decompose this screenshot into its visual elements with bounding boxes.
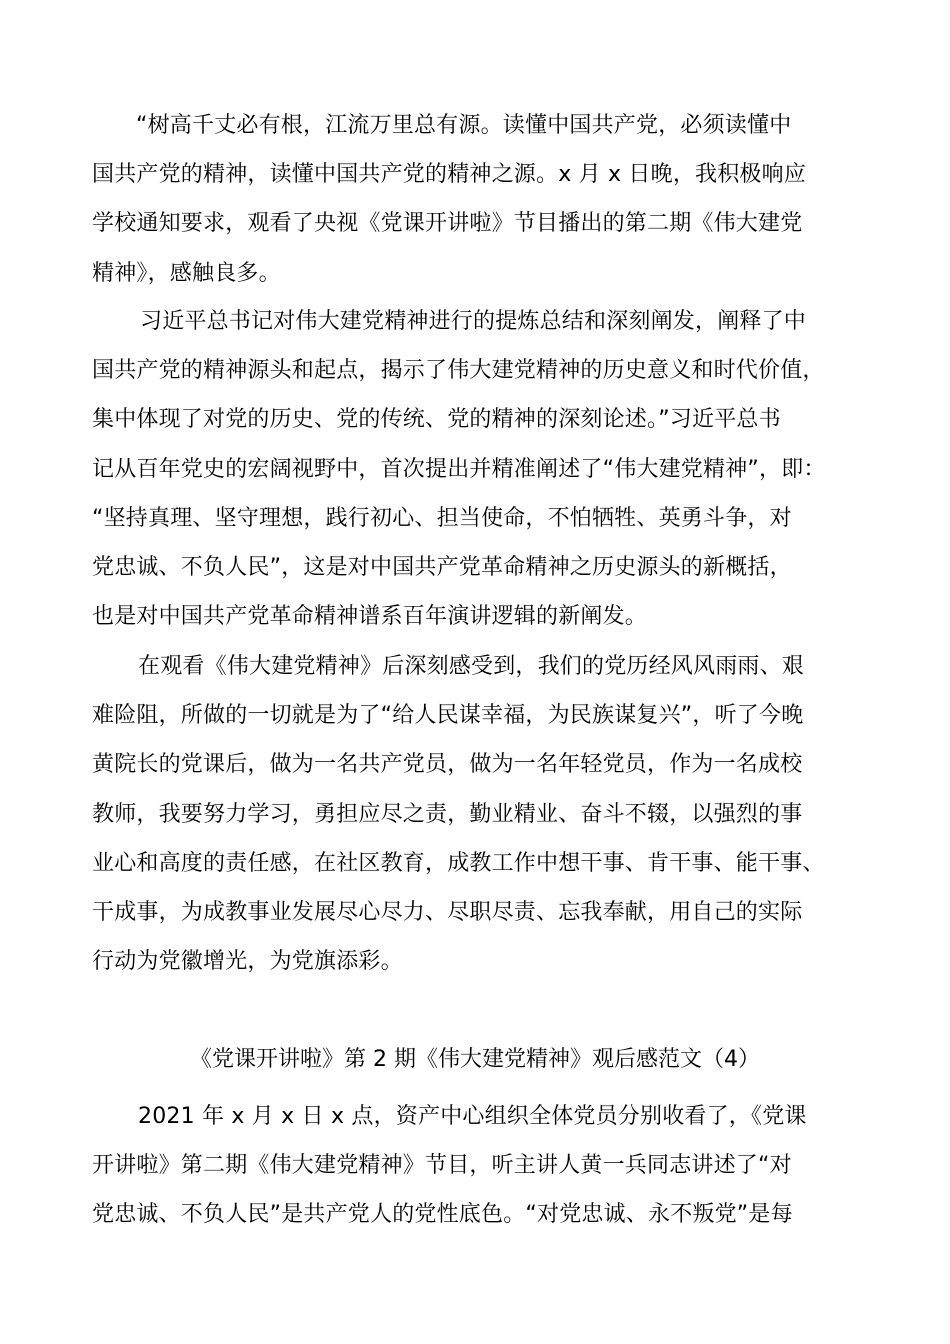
paragraph-line: 习近平总书记对伟大建党精神进行的提炼总结和深刻阐发，阐释了中: [140, 309, 807, 334]
paragraph-2: [92, 297, 892, 641]
paragraph-line: 精神》，感触良多。: [92, 260, 281, 286]
paragraph-line: 集中体现了对党的历史、党的传统、党的精神的深刻论述。”习近平总书: [92, 407, 781, 433]
paragraph-line: “树高千丈必有根，江流万里总有源。读懂中国共产党，必须读懂中: [136, 113, 792, 138]
paragraph-line: 2021 年 x 月 x 日 x 点，资产中心组织全体党员分别收看了，《党课: [138, 1104, 807, 1129]
paragraph-line: 行动为党徽增光，为党旗添彩。: [92, 949, 403, 975]
paragraph-4: [92, 1092, 892, 1240]
section-title: 《党课开讲啦》第 2 期《伟大建党精神》观后感范文（4）: [190, 1047, 760, 1072]
paragraph-1: [92, 101, 892, 298]
paragraph-line: 也是对中国共产党革命精神谱系百年演讲逻辑的新阐发。: [92, 604, 648, 630]
paragraph-line: 党忠诚、不负人民”是共产党人的党性底色。“对党忠诚、永不叛党”是每: [92, 1202, 793, 1228]
paragraph-line: 党忠诚、不负人民”，这是对中国共产党革命精神之历史源头的新概括，: [92, 554, 792, 580]
paragraph-line: 难险阻，所做的一切就是为了“给人民谋幸福，为民族谋复兴”，听了今晚: [92, 703, 804, 729]
paragraph-line: 业心和高度的责任感，在社区教育，成教工作中想干事、肯干事、能干事、: [92, 850, 825, 876]
paragraph-line: “坚持真理、坚守理想，践行初心、担当使命，不怕牺牲、英勇斗争，对: [92, 505, 792, 531]
paragraph-line: 教师，我要努力学习，勇担应尽之责，勤业精业、奋斗不辍，以强烈的事: [92, 801, 803, 827]
paragraph-line: 学校通知要求，观看了央视《党课开讲啦》节目播出的第二期《伟大建党: [92, 211, 803, 237]
paragraph-line: 黄院长的党课后，做为一名共产党员，做为一名年轻党员，作为一名成校: [92, 752, 803, 778]
paragraph-line: 开讲啦》第二期《伟大建党精神》节目，听主讲人黄一兵同志讲述了“对: [92, 1153, 792, 1179]
paragraph-line: 在观看《伟大建党精神》后深刻感受到，我们的党历经风风雨雨、艰: [138, 654, 805, 679]
paragraph-line: 国共产党的精神，读懂中国共产党的精神之源。x 月 x 日晚，我积极响应: [92, 162, 807, 188]
paragraph-line: 干成事，为成教事业发展尽心尽力、尽职尽责、忘我奉献，用自己的实际: [92, 899, 803, 925]
paragraph-line: 国共产党的精神源头和起点，揭示了伟大建党精神的历史意义和时代价值，: [92, 358, 825, 384]
paragraph-line: 记从百年党史的宏阔视野中，首次提出并精准阐述了“伟大建党精神”，即：: [92, 456, 826, 482]
paragraph-3: [92, 642, 892, 986]
